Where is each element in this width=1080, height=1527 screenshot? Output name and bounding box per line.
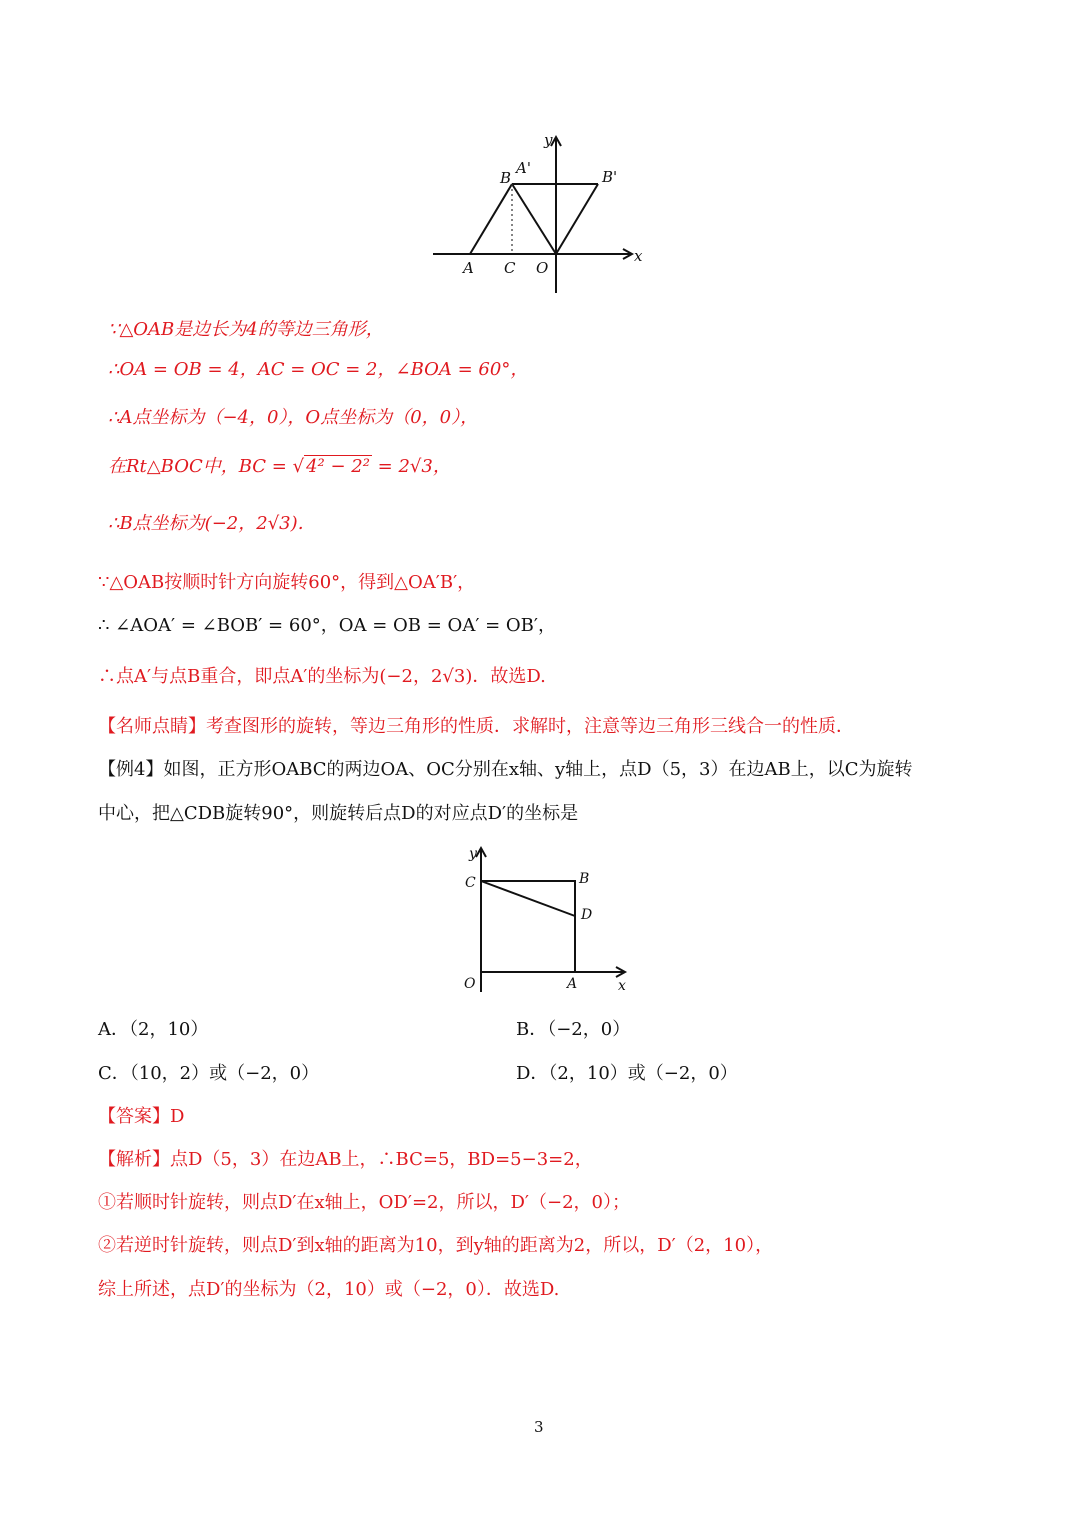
label-B: B	[500, 169, 512, 187]
example4-tag: 【例4】	[98, 759, 164, 780]
tip-text: 考查图形的旋转，等边三角形的性质．求解时，注意等边三角形三线合一的性质．	[206, 716, 854, 737]
segment-CD	[481, 881, 575, 916]
sol1-line4-prefix: 在Rt△BOC中，BC =	[108, 456, 293, 477]
label-y: y	[544, 131, 553, 149]
label-A-prime: A'	[516, 159, 531, 177]
sol1-line5: ∴B点坐标为(−2，2√3)．	[108, 513, 316, 534]
sol1-line4	[108, 454, 451, 480]
segment-AB	[470, 184, 512, 254]
sol1-line6: ∵△OAB按顺时针方向旋转60°，得到△OA′B′，	[98, 572, 476, 593]
option-D: D．（2，10）或（−2，0）	[516, 1063, 738, 1084]
option-A: A．（2，10）	[98, 1019, 209, 1040]
label-C: C	[465, 875, 476, 891]
label-B: B	[579, 871, 590, 887]
example4-text1: 如图，正方形OABC的两边OA、OC分别在x轴、y轴上，点D（5，3）在边AB上，以C为旋转	[163, 759, 913, 780]
sol1-line4-suffix: = 2√3，	[371, 456, 451, 477]
tip-tag: 【名师点睛】	[98, 716, 206, 737]
page-number: 3	[534, 1418, 544, 1436]
figure-triangle-rotation	[420, 125, 660, 300]
analysis-line3: ②若逆时针旋转，则点D′到x轴的距离为10，到y轴的距离为2，所以，D′（2，10），	[98, 1235, 774, 1256]
segment-OB-prime	[556, 184, 598, 254]
analysis-line2: ①若顺时针旋转，则点D′在x轴上，OD′=2，所以，D′（−2，0）；	[98, 1192, 630, 1213]
label-O: O	[464, 976, 476, 992]
sol1-line7: ∴ ∠AOA′ = ∠BOB′ = 60°，OA = OB = OA′ = OB′，	[98, 615, 556, 636]
label-x: x	[634, 247, 643, 265]
segment-BO	[512, 184, 556, 254]
example4-line1	[98, 757, 912, 783]
label-O: O	[536, 259, 549, 277]
label-D: D	[581, 907, 593, 923]
analysis-line4: 综上所述，点D′的坐标为（2，10）或（−2，0）．故选D.	[98, 1279, 560, 1300]
sol1-line2: ∴OA = OB = 4，AC = OC = 2，∠BOA = 60°，	[108, 359, 529, 380]
option-B: B．（−2，0）	[516, 1019, 631, 1040]
sol1-line3: ∴A点坐标为（−4，0），O点坐标为（0，0），	[108, 407, 479, 428]
label-A: A	[463, 259, 474, 277]
sol1-line4-radicand: 4² − 2²	[306, 456, 370, 477]
label-y: y	[469, 846, 477, 862]
label-B-prime: B'	[602, 168, 618, 186]
option-C: C．（10，2）或（−2，0）	[98, 1063, 320, 1084]
figure-square	[455, 840, 640, 998]
label-C: C	[504, 259, 516, 277]
label-A: A	[567, 976, 578, 992]
square-OABC	[481, 881, 575, 972]
sol1-line1: ∵△OAB是边长为4的等边三角形，	[108, 319, 384, 340]
sol1-line8: ∴点A′与点B重合，即点A′的坐标为(−2，2√3)．故选D.	[98, 666, 546, 687]
sqrt-sign: √	[292, 456, 305, 477]
answer: 【答案】D	[98, 1106, 185, 1127]
teacher-tip	[98, 714, 854, 740]
label-x: x	[618, 978, 626, 994]
analysis-line1: 【解析】点D（5，3）在边AB上，∴BC=5，BD=5−3=2，	[98, 1149, 593, 1170]
example4-line2: 中心，把△CDB旋转90°，则旋转后点D的对应点D′的坐标是	[98, 803, 579, 824]
